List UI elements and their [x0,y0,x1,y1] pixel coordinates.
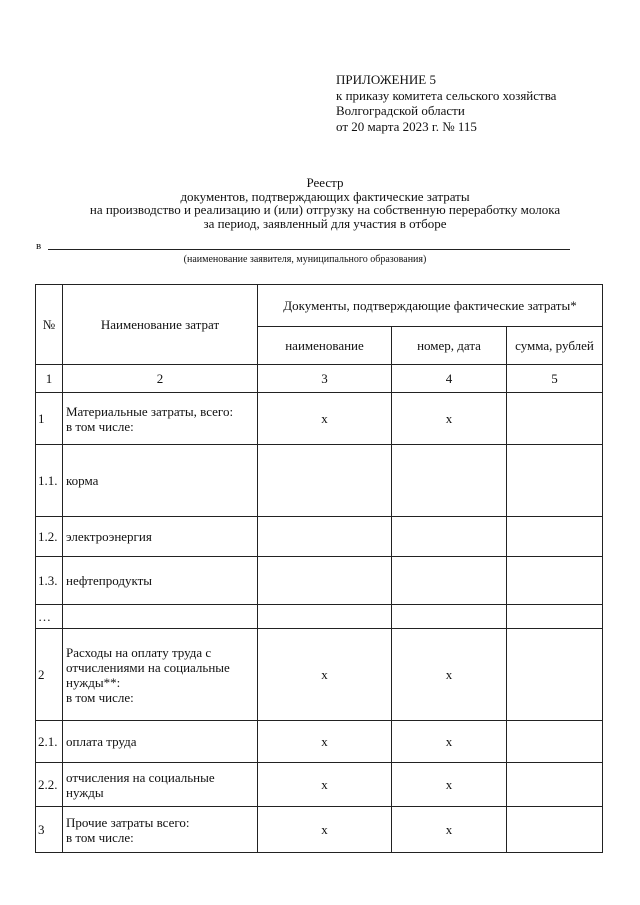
title-line-1: Реестр [306,175,344,190]
cost-register-table [35,284,603,853]
row-name-line: нужды**: [66,674,121,690]
title-line-4: за период, заявленный для участия в отборе [203,215,447,231]
table-row [36,557,603,605]
applicant-underline [48,249,570,250]
col-number: 2 [63,365,258,393]
row-name-line: отчислениями на социальные [66,659,230,675]
row-name [63,807,258,853]
doc-sum-cell [507,763,603,807]
row-number: 3 [36,807,63,853]
row-number: … [36,605,63,629]
row-number: 1.3. [36,557,63,605]
row-name [63,629,258,721]
doc-number-cell: х [392,807,507,853]
col-number: 3 [258,365,392,393]
doc-number-cell: х [392,629,507,721]
header-doc-number: номер, дата [392,327,507,365]
row-number: 1.1. [36,445,63,517]
doc-name-cell: х [258,629,392,721]
appendix-line-3: Волгоградской области [336,103,465,118]
table-row [36,393,603,445]
row-name-line: отчисления на социальные [66,769,215,785]
doc-name-cell [258,517,392,557]
doc-number-cell [392,605,507,629]
row-name: корма [63,445,258,517]
row-name-line: Материальные затраты, всего: [66,403,234,419]
register-title [0,176,640,230]
doc-name-cell: х [258,393,392,445]
applicant-caption: (наименование заявителя, муниципального образования) [183,254,427,265]
doc-number-cell: х [392,393,507,445]
doc-sum-cell [507,393,603,445]
header-doc-sum: сумма, рублей [507,327,603,365]
table-row [36,721,603,763]
doc-sum-cell [507,721,603,763]
doc-name-cell [258,445,392,517]
header-docs: Документы, подтверждающие фактические затраты* [258,285,603,327]
appendix-line-1: ПРИЛОЖЕНИЕ 5 [336,72,436,87]
appendix-line-4: от 20 марта 2023 г. № 115 [336,118,477,134]
doc-sum-cell [507,629,603,721]
appendix-header [336,72,556,134]
row-name-line: Прочие затраты всего: [66,814,190,830]
row-name [63,605,258,629]
table-row [36,807,603,853]
row-name: нефтепродукты [63,557,258,605]
row-name [63,763,258,807]
table-header-row [36,285,603,327]
row-name-line: в том числе: [66,829,134,845]
doc-name-cell: х [258,763,392,807]
column-number-row [36,365,603,393]
doc-sum-cell [507,807,603,853]
row-number: 2.2. [36,763,63,807]
row-name-line: в том числе: [66,418,134,434]
doc-name-cell [258,605,392,629]
table-row [36,629,603,721]
table-row [36,763,603,807]
doc-number-cell [392,517,507,557]
col-number: 5 [507,365,603,393]
row-name [63,393,258,445]
doc-name-cell [258,557,392,605]
table-row [36,605,603,629]
table-row [36,445,603,517]
row-name: электроэнергия [63,517,258,557]
row-number: 1.2. [36,517,63,557]
title-line-2: документов, подтверждающих фактические затраты [180,188,470,204]
title-line-3: на производство и реализацию и (или) отгрузку на собственную переработку молока [89,202,561,217]
applicant-prefix: в [36,240,42,252]
doc-number-cell: х [392,763,507,807]
col-number: 1 [36,365,63,393]
doc-sum-cell [507,557,603,605]
row-number: 1 [36,393,63,445]
row-name-line: нужды [66,784,104,800]
row-name: оплата труда [63,721,258,763]
col-number: 4 [392,365,507,393]
doc-sum-cell [507,605,603,629]
doc-number-cell: х [392,721,507,763]
table-row [36,517,603,557]
doc-sum-cell [507,445,603,517]
row-number: 2.1. [36,721,63,763]
doc-name-cell: х [258,807,392,853]
row-name-line: в том числе: [66,689,134,705]
doc-sum-cell [507,517,603,557]
doc-number-cell [392,557,507,605]
header-name: Наименование затрат [63,285,258,365]
header-num: № [36,285,63,365]
doc-number-cell [392,445,507,517]
row-number: 2 [36,629,63,721]
doc-name-cell: х [258,721,392,763]
header-doc-name: наименование [258,327,392,365]
row-name-line: Расходы на оплату труда с [66,644,212,660]
appendix-line-2: к приказу комитета сельского хозяйства [336,87,557,103]
